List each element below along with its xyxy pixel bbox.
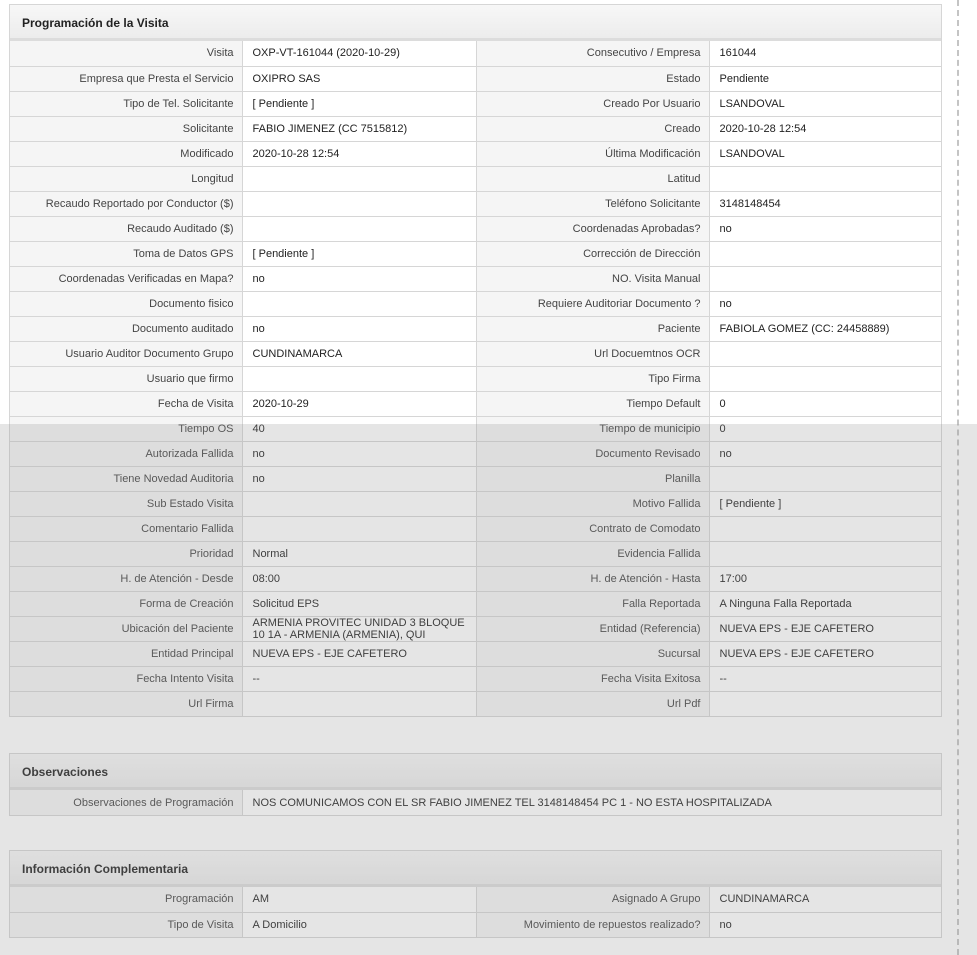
field-value	[242, 691, 476, 716]
field-value	[709, 541, 941, 566]
observaciones-title: Observaciones	[10, 754, 941, 790]
field-label: Tipo Firma	[476, 366, 709, 391]
observaciones-panel	[9, 753, 942, 816]
field-value: 40	[242, 416, 476, 441]
field-value: NUEVA EPS - EJE CAFETERO	[242, 641, 476, 666]
field-value	[242, 166, 476, 191]
field-label: Tipo de Tel. Solicitante	[10, 91, 242, 116]
field-label: Modificado	[10, 141, 242, 166]
field-label: Prioridad	[10, 541, 242, 566]
field-label: Recaudo Auditado ($)	[10, 216, 242, 241]
field-label: Documento auditado	[10, 316, 242, 341]
field-value: 2020-10-28 12:54	[709, 116, 941, 141]
field-value: --	[242, 666, 476, 691]
field-value: [ Pendiente ]	[242, 241, 476, 266]
table-row	[10, 416, 941, 441]
field-label: Usuario que firmo	[10, 366, 242, 391]
field-label: Tiempo de municipio	[476, 416, 709, 441]
field-label: Toma de Datos GPS	[10, 241, 242, 266]
field-value	[709, 166, 941, 191]
page-edge-divider	[957, 0, 959, 955]
field-label: Motivo Fallida	[476, 491, 709, 516]
field-label: Fecha Intento Visita	[10, 666, 242, 691]
table-row	[10, 516, 941, 541]
field-label: Visita	[10, 41, 242, 66]
table-row	[10, 191, 941, 216]
table-row	[10, 790, 941, 815]
field-value: Pendiente	[709, 66, 941, 91]
field-value: 161044	[709, 41, 941, 66]
field-value: LSANDOVAL	[709, 91, 941, 116]
field-label: Empresa que Presta el Servicio	[10, 66, 242, 91]
table-row	[10, 691, 941, 716]
field-label: Creado Por Usuario	[476, 91, 709, 116]
table-row	[10, 316, 941, 341]
field-label: Tiempo Default	[476, 391, 709, 416]
table-row	[10, 141, 941, 166]
field-label: Planilla	[476, 466, 709, 491]
field-label: Tiempo OS	[10, 416, 242, 441]
field-value: no	[709, 441, 941, 466]
complementaria-title: Información Complementaria	[10, 851, 941, 887]
table-row	[10, 566, 941, 591]
field-label: Coordenadas Aprobadas?	[476, 216, 709, 241]
field-label: Consecutivo / Empresa	[476, 41, 709, 66]
field-label: Fecha de Visita	[10, 391, 242, 416]
table-row	[10, 166, 941, 191]
field-value	[709, 366, 941, 391]
table-row	[10, 466, 941, 491]
field-value: 17:00	[709, 566, 941, 591]
table-row	[10, 666, 941, 691]
field-value: 0	[709, 391, 941, 416]
table-row	[10, 541, 941, 566]
field-label: Contrato de Comodato	[476, 516, 709, 541]
field-value	[709, 241, 941, 266]
table-row	[10, 912, 941, 937]
programacion-title: Programación de la Visita	[10, 5, 941, 41]
field-value: FABIO JIMENEZ (CC 7515812)	[242, 116, 476, 141]
table-row	[10, 291, 941, 316]
table-row	[10, 641, 941, 666]
field-label: Latitud	[476, 166, 709, 191]
field-value	[709, 466, 941, 491]
complementaria-panel	[9, 850, 942, 938]
field-value: CUNDINAMARCA	[242, 341, 476, 366]
field-value: Normal	[242, 541, 476, 566]
field-label: Entidad Principal	[10, 641, 242, 666]
field-label: Ubicación del Paciente	[10, 616, 242, 641]
table-row	[10, 616, 941, 641]
field-value	[242, 491, 476, 516]
field-label: Estado	[476, 66, 709, 91]
table-row	[10, 66, 941, 91]
field-value: LSANDOVAL	[709, 141, 941, 166]
table-row	[10, 341, 941, 366]
table-row	[10, 441, 941, 466]
field-value	[242, 191, 476, 216]
field-label: Usuario Auditor Documento Grupo	[10, 341, 242, 366]
field-value: no	[709, 216, 941, 241]
table-row	[10, 216, 941, 241]
field-value: NUEVA EPS - EJE CAFETERO	[709, 641, 941, 666]
field-label: Teléfono Solicitante	[476, 191, 709, 216]
field-label: Autorizada Fallida	[10, 441, 242, 466]
table-row	[10, 591, 941, 616]
field-value: no	[242, 316, 476, 341]
field-label: Comentario Fallida	[10, 516, 242, 541]
field-label: Coordenadas Verificadas en Mapa?	[10, 266, 242, 291]
field-label: Programación	[10, 887, 242, 912]
field-label: Evidencia Fallida	[476, 541, 709, 566]
field-label: Fecha Visita Exitosa	[476, 666, 709, 691]
field-value: A Domicilio	[242, 912, 476, 937]
field-value	[242, 516, 476, 541]
field-label: Creado	[476, 116, 709, 141]
table-row	[10, 491, 941, 516]
field-value: CUNDINAMARCA	[709, 887, 941, 912]
field-label: Url Pdf	[476, 691, 709, 716]
field-value: 2020-10-28 12:54	[242, 141, 476, 166]
field-value	[709, 341, 941, 366]
field-value: FABIOLA GOMEZ (CC: 24458889)	[709, 316, 941, 341]
field-label: H. de Atención - Desde	[10, 566, 242, 591]
field-value	[709, 691, 941, 716]
field-label: Sub Estado Visita	[10, 491, 242, 516]
table-row	[10, 116, 941, 141]
field-label: Tiene Novedad Auditoria	[10, 466, 242, 491]
field-value: 3148148454	[709, 191, 941, 216]
field-label: Entidad (Referencia)	[476, 616, 709, 641]
field-value: no	[709, 912, 941, 937]
table-row	[10, 887, 941, 912]
table-row	[10, 366, 941, 391]
field-value: OXP-VT-161044 (2020-10-29)	[242, 41, 476, 66]
field-value: no	[709, 291, 941, 316]
field-value: [ Pendiente ]	[709, 491, 941, 516]
field-value: 08:00	[242, 566, 476, 591]
field-label: Falla Reportada	[476, 591, 709, 616]
field-value: NUEVA EPS - EJE CAFETERO	[709, 616, 941, 641]
field-value: no	[242, 466, 476, 491]
field-label: NO. Visita Manual	[476, 266, 709, 291]
table-row	[10, 41, 941, 66]
field-value: --	[709, 666, 941, 691]
field-label: Paciente	[476, 316, 709, 341]
field-value: no	[242, 441, 476, 466]
field-value	[242, 291, 476, 316]
field-value: Solicitud EPS	[242, 591, 476, 616]
field-label: Tipo de Visita	[10, 912, 242, 937]
table-row	[10, 266, 941, 291]
field-label: Asignado A Grupo	[476, 887, 709, 912]
field-label: Forma de Creación	[10, 591, 242, 616]
field-label: Movimiento de repuestos realizado?	[476, 912, 709, 937]
field-value	[709, 516, 941, 541]
field-label: Url Firma	[10, 691, 242, 716]
observaciones-value: NOS COMUNICAMOS CON EL SR FABIO JIMENEZ TEL 3148148454 PC 1 - NO ESTA HOSPITALIZADA	[242, 790, 941, 815]
field-label: Solicitante	[10, 116, 242, 141]
programacion-table	[10, 41, 941, 716]
field-label: Url Docuemtnos OCR	[476, 341, 709, 366]
field-label: Sucursal	[476, 641, 709, 666]
table-row	[10, 241, 941, 266]
field-label: Documento fisico	[10, 291, 242, 316]
field-value: [ Pendiente ]	[242, 91, 476, 116]
field-value: AM	[242, 887, 476, 912]
field-value	[709, 266, 941, 291]
field-label: Recaudo Reportado por Conductor ($)	[10, 191, 242, 216]
complementaria-table	[10, 887, 941, 937]
observaciones-label: Observaciones de Programación	[10, 790, 242, 815]
field-label: Última Modificación	[476, 141, 709, 166]
observaciones-table	[10, 790, 941, 815]
field-value: A Ninguna Falla Reportada	[709, 591, 941, 616]
field-label: H. de Atención - Hasta	[476, 566, 709, 591]
field-value	[242, 216, 476, 241]
table-row	[10, 91, 941, 116]
field-value: 0	[709, 416, 941, 441]
field-value: 2020-10-29	[242, 391, 476, 416]
field-label: Corrección de Dirección	[476, 241, 709, 266]
field-label: Documento Revisado	[476, 441, 709, 466]
programacion-panel	[9, 4, 942, 717]
field-value: ARMENIA PROVITEC UNIDAD 3 BLOQUE 10 1A - ARMENIA (ARMENIA), QUI	[242, 616, 476, 641]
field-value: OXIPRO SAS	[242, 66, 476, 91]
field-value	[242, 366, 476, 391]
field-value: no	[242, 266, 476, 291]
table-row	[10, 391, 941, 416]
field-label: Longitud	[10, 166, 242, 191]
field-label: Requiere Auditoriar Documento ?	[476, 291, 709, 316]
